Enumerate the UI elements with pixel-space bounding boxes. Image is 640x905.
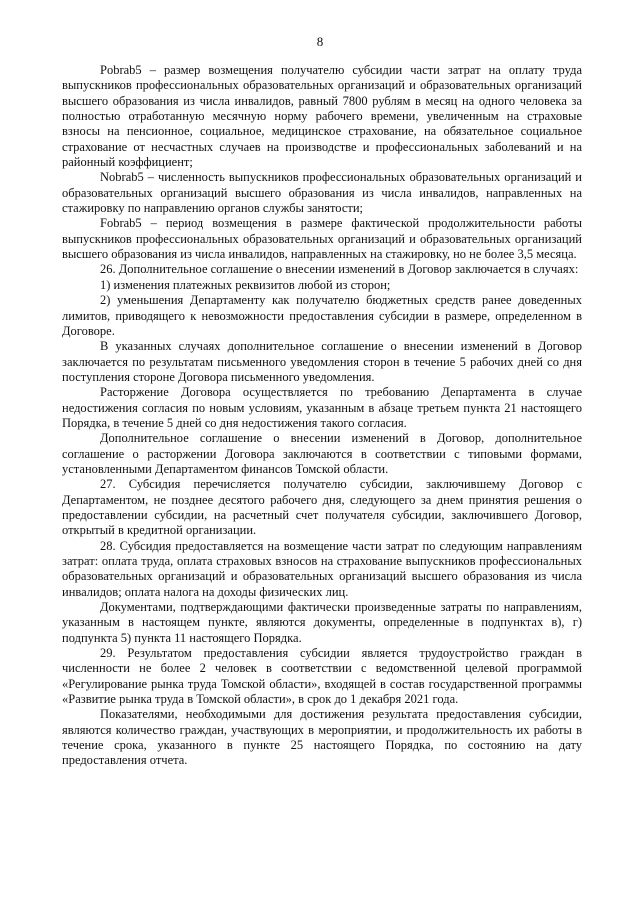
- paragraph-item-26-1: 1) изменения платежных реквизитов любой из сторон;: [100, 277, 391, 292]
- paragraph-item-26-forms: Дополнительное соглашение о внесении изменений в Договор, дополнительное соглашение о расторжении Договора заключаются в соответствии с типовыми формами, установленными Департаментом финансов Томской области.: [62, 431, 582, 476]
- document-body: [62, 63, 582, 769]
- paragraph-item-26-termination: Расторжение Договора осуществляется по требованию Департамента в случае недостижения согласия по новым условиям, указанным в абзаце третьем пункта 21 настоящего Порядка, в течение 5 дней со дня недостижения такого согласия.: [62, 385, 582, 430]
- paragraph-pobrab5: Pobrab5 – размер возмещения получателю субсидии части затрат на оплату труда выпускников профессиональных образовательных организаций и образовательных организаций высшего образования из числа инвалидов, равный 7800 рублям в месяц на одного человека за полностью отработанную месячную норму рабочего времени, увеличенным на страховые взносы на пенсионное, социальное, медицинское страхование, на обязательное социальное страхование от несчастных случаев на производстве и профессиональных заболеваний и на районный коэффициент;: [62, 63, 582, 170]
- paragraph-item-26-2: 2) уменьшения Департаменту как получателю бюджетных средств ранее доведенных лимитов, приводящего к невозможности предоставления субсидии в размере, определенном в Договоре.: [62, 293, 582, 338]
- paragraph-nobrab5: Nobrab5 – численность выпускников профессиональных образовательных организаций и образовательных организаций высшего образования из числа инвалидов, направленных на стажировку по направлению органов службы занятости;: [62, 170, 582, 216]
- paragraph-item-26-notice: В указанных случаях дополнительное соглашение о внесении изменений в Договор заключается по результатам письменного уведомления сторон в течение 5 рабочих дней со дня поступления стороне Договора письменного уведомления.: [62, 339, 582, 384]
- paragraph-fobrab5: Fobrab5 – период возмещения в размере фактической продолжительности работы выпускников профессиональных образовательных организаций и образовательных организаций высшего образования из числа инвалидов, направленных на стажировку, но не более 3,5 месяца.: [62, 216, 582, 262]
- paragraph-item-27: 27. Субсидия перечисляется получателю субсидии, заключившему Договор с Департаментом, не позднее десятого рабочего дня, следующего за днем принятия решения о предоставлении субсидии, на расчетный счет получателя субсидии, заключившего Договор, открытый в кредитной организации.: [62, 477, 582, 538]
- paragraph-item-26: 26. Дополнительное соглашение о внесении изменений в Договор заключается в случаях:: [100, 262, 579, 277]
- page-number: 8: [316, 34, 324, 49]
- paragraph-item-28: 28. Субсидия предоставляется на возмещение части затрат по следующим направлениям затрат: оплата труда, оплата страховых взносов на страхование выпускников профессиональных образовательных организаций и образовательных организаций высшего образования из числа инвалидов; оплата налога на доходы физических лиц.: [62, 538, 582, 599]
- paragraph-item-29-indicators: Показателями, необходимыми для достижения результата предоставления субсидии, являются количество граждан, участвующих в мероприятии, и продолжительность их работы в течение срока, указанного в пункте 25 настоящего Порядка, по состоянию на дату предоставления отчета.: [62, 707, 582, 768]
- paragraph-item-29: 29. Результатом предоставления субсидии является трудоустройство граждан в численности не более 2 человек в соответствии с ведомственной целевой программой «Регулирование рынка труда Томской области», входящей в состав государственной программы «Развитие рынка труда в Томской области», в срок до 1 декабря 2021 года.: [62, 646, 582, 707]
- paragraph-item-28-documents: Документами, подтверждающими фактически произведенные затраты по направлениям, указанным в настоящем пункте, являются документы, определенные в подпунктах в), г) подпункта 5) пункта 11 настоящего Порядка.: [62, 600, 582, 645]
